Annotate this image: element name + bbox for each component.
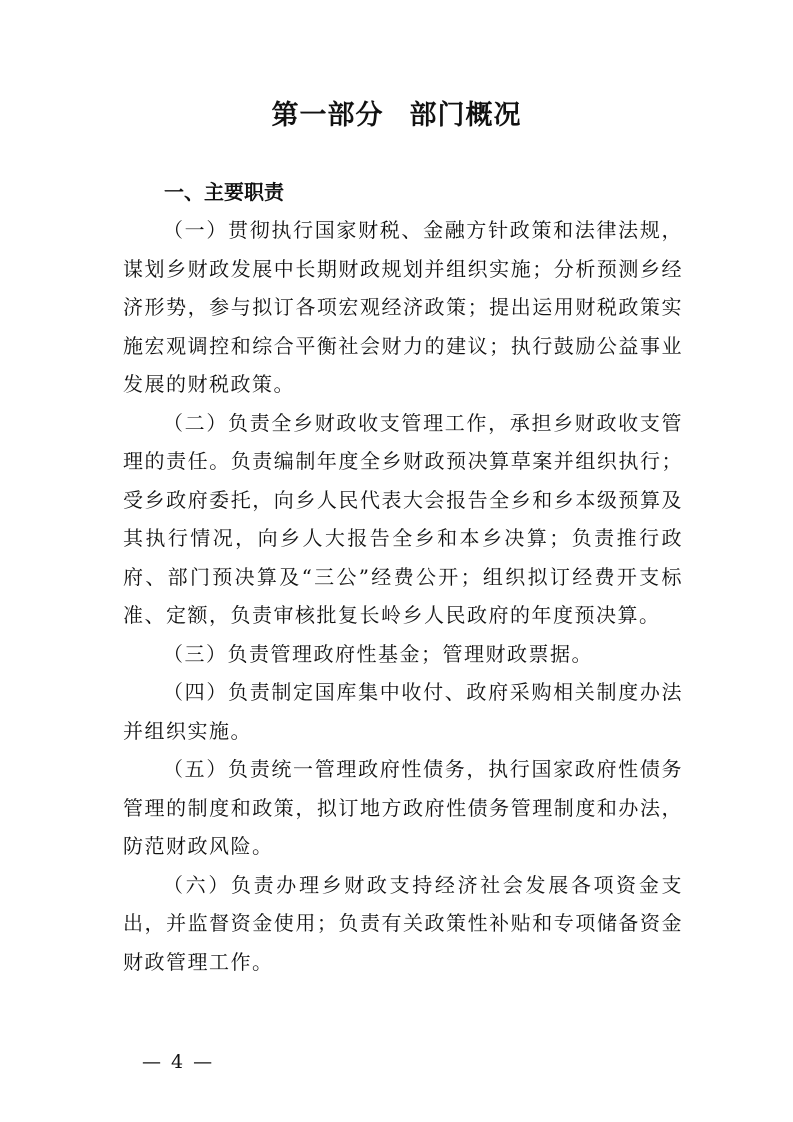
paragraph-4: （四）负责制定国库集中收付、政府采购相关制度办法并组织实施。 xyxy=(123,680,683,743)
paragraph-1: （一）贯彻执行国家财税、金融方针政策和法律法规，谋划乡财政发展中长期财政规划并组织实施；分析预测乡经济形势，参与拟订各项宏观经济政策；提出运用财税政策实施宏观调控和综合平衡社会财力的建议；执行鼓励公益事业发展的财税政策。 xyxy=(123,218,683,396)
section-heading: 一、主要职责 xyxy=(164,180,284,204)
title-part: 第一部分 xyxy=(271,100,384,131)
paragraph-2: （二）负责全乡财政收支管理工作，承担乡财政收支管理的责任。负责编制年度全乡财政预决算草案并组织执行；受乡政府委托，向乡人民代表大会报告全乡和乡本级预算及其执行情况，向乡人大报告全乡和本乡决算；负责推行政府、部门预决算及“三公”经费公开；组织拟订经费开支标准、定额，负责审核批复长岭乡人民政府的年度预决算。 xyxy=(123,410,683,627)
paragraph-6: （六）负责办理乡财政支持经济社会发展各项资金支出，并监督资金使用；负责有关政策性补贴和专项储备资金财政管理工作。 xyxy=(123,872,683,974)
page-number: — 4 — xyxy=(142,1051,215,1073)
paragraph-5: （五）负责统一管理政府性债务，执行国家政府性债务管理的制度和政策，拟订地方政府性债务管理制度和办法，防范财政风险。 xyxy=(123,757,683,858)
document-body xyxy=(123,211,683,981)
page-title xyxy=(0,100,793,132)
title-name: 部门概况 xyxy=(409,100,522,131)
paragraph-3: （三）负责管理政府性基金；管理财政票据。 xyxy=(163,641,593,666)
